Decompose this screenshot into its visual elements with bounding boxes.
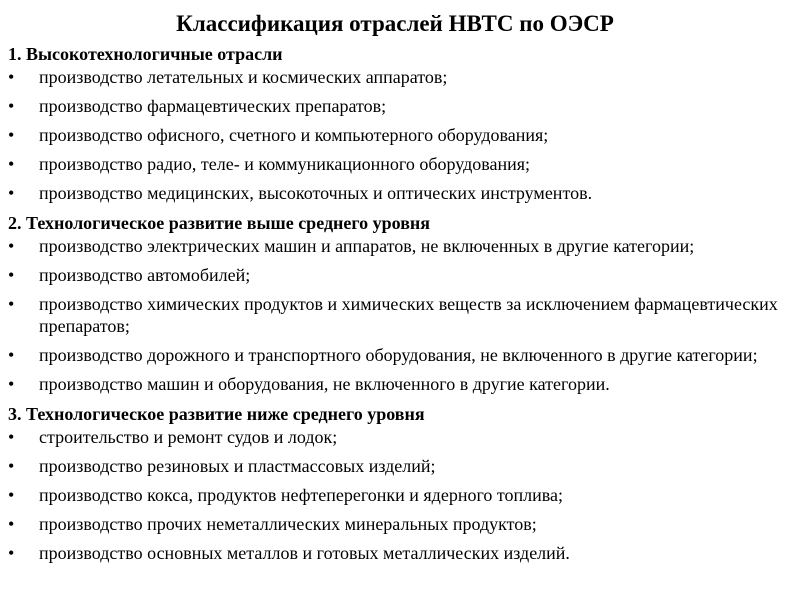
list-item — [8, 66, 782, 88]
bullet-icon: • — [8, 96, 15, 116]
list-item-text: производство летательных и космических аппаратов; — [39, 67, 448, 87]
bullet-icon: • — [8, 456, 15, 476]
item-list — [8, 235, 782, 395]
bullet-icon: • — [8, 345, 15, 365]
list-item-text: производство автомобилей; — [39, 265, 251, 285]
list-item — [8, 124, 782, 146]
bullet-icon: • — [8, 374, 15, 394]
list-item-text: производство основных металлов и готовых металлических изделий. — [39, 543, 570, 563]
list-item-text: производство электрических машин и аппаратов, не включенных в другие категории; — [39, 236, 695, 256]
bullet-icon: • — [8, 265, 15, 285]
section-medium-high-tech — [8, 211, 782, 395]
bullet-icon: • — [8, 485, 15, 505]
list-item-text: производство фармацевтических препаратов; — [39, 96, 387, 116]
list-item-text: производство медицинских, высокоточных и оптических инструментов. — [39, 183, 593, 203]
list-item — [8, 293, 782, 337]
list-item-text: производство дорожного и транспортного оборудования, не включенного в другие категории; — [39, 345, 758, 365]
list-item-text: производство прочих неметаллических минеральных продуктов; — [39, 514, 537, 534]
list-item — [8, 264, 782, 286]
bullet-icon: • — [8, 514, 15, 534]
bullet-icon: • — [8, 427, 15, 447]
section-high-tech — [8, 42, 782, 204]
list-item-text: производство кокса, продуктов нефтеперегонки и ядерного топлива; — [39, 485, 564, 505]
list-item — [8, 513, 782, 535]
section-medium-low-tech — [8, 402, 782, 564]
list-item — [8, 95, 782, 117]
bullet-icon: • — [8, 125, 15, 145]
section-heading: 1. Высокотехнологичные отрасли — [8, 44, 283, 64]
bullet-icon: • — [8, 236, 15, 256]
item-list — [8, 426, 782, 564]
item-list — [8, 66, 782, 204]
page-title: Классификация отраслей НВТС по ОЭСР — [176, 11, 614, 36]
list-item-text: производство машин и оборудования, не включенного в другие категории. — [39, 374, 610, 394]
bullet-icon: • — [8, 67, 15, 87]
list-item — [8, 373, 782, 395]
list-item-text: строительство и ремонт судов и лодок; — [39, 427, 338, 447]
list-item-text: производство радио, теле- и коммуникационного оборудования; — [39, 154, 531, 174]
bullet-icon: • — [8, 294, 15, 314]
list-item-text: производство химических продуктов и химических веществ за исключением фармацевтических препаратов; — [39, 294, 778, 336]
list-item — [8, 455, 782, 477]
list-item — [8, 235, 782, 257]
list-item — [8, 542, 782, 564]
list-item — [8, 344, 782, 366]
list-item — [8, 484, 782, 506]
section-heading: 3. Технологическое развитие ниже среднего уровня — [8, 404, 425, 424]
bullet-icon: • — [8, 154, 15, 174]
bullet-icon: • — [8, 543, 15, 563]
list-item — [8, 182, 782, 204]
list-item — [8, 153, 782, 175]
list-item-text: производство резиновых и пластмассовых изделий; — [39, 456, 436, 476]
list-item-text: производство офисного, счетного и компьютерного оборудования; — [39, 125, 549, 145]
bullet-icon: • — [8, 183, 15, 203]
section-heading: 2. Технологическое развитие выше среднего уровня — [8, 213, 431, 233]
list-item — [8, 426, 782, 448]
